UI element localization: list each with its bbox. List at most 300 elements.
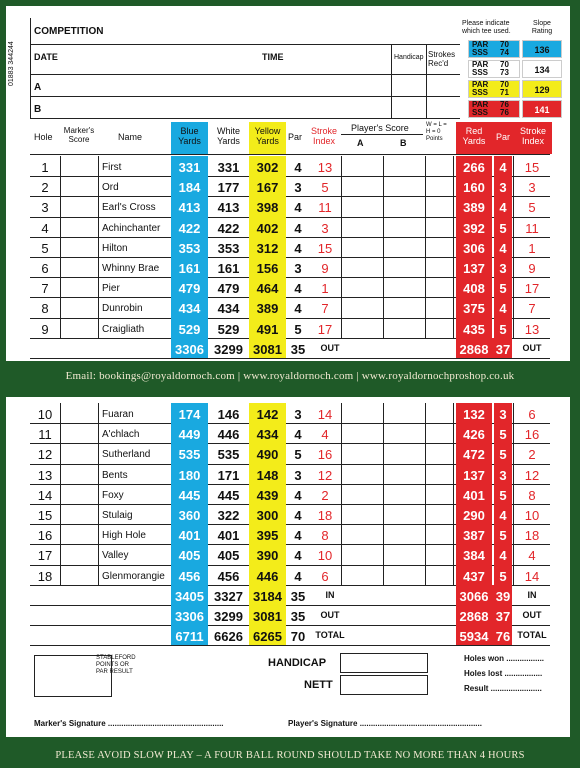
- red-stroke-index: 4: [528, 548, 536, 564]
- date-label: DATE: [34, 52, 58, 62]
- stroke-index: 8: [321, 528, 329, 544]
- hole-number: 3: [41, 200, 49, 216]
- hole-name: A'chlach: [102, 429, 140, 441]
- blue-yards: 401: [178, 528, 201, 544]
- red-stroke-index: 16: [524, 427, 540, 443]
- tee-sss-label: SSS: [472, 68, 489, 77]
- stroke-index: 15: [317, 240, 333, 256]
- tee-par-label: PAR: [472, 40, 489, 49]
- red-yards: 375: [463, 301, 485, 317]
- blue-total: 3306: [175, 341, 204, 357]
- col-stroke-index: Stroke Index: [310, 126, 337, 146]
- red-par: 5: [499, 321, 507, 337]
- tee-par: 70: [500, 80, 509, 89]
- score-a-cell[interactable]: [342, 156, 382, 176]
- white-yards: 401: [217, 528, 240, 544]
- col-hole: Hole: [34, 132, 53, 142]
- player-a-label: A: [34, 82, 42, 93]
- blue-total: 3306: [175, 609, 204, 624]
- tee-slope: 129: [522, 80, 562, 98]
- red-total-label: TOTAL: [517, 630, 547, 641]
- holes-won[interactable]: Holes won .................: [464, 654, 545, 663]
- col-red-stroke-index: Stroke Index: [519, 126, 546, 146]
- hole-number: 13: [37, 467, 53, 483]
- stroke-index: 18: [317, 508, 333, 523]
- white-yards: 422: [217, 220, 240, 236]
- blue-yards: 535: [178, 447, 201, 463]
- red-par-total: 39: [495, 588, 511, 604]
- red-par: 3: [499, 180, 507, 196]
- hole-number: 9: [41, 321, 49, 337]
- col-wlh-points: W = L = H = 0 Points: [426, 122, 447, 142]
- hole-number: 15: [37, 508, 53, 523]
- column-divider: [383, 403, 384, 585]
- red-stroke-index: 10: [524, 508, 540, 523]
- blue-yards: 184: [178, 180, 201, 196]
- hole-number: 12: [37, 447, 53, 463]
- tee-sss: 74: [500, 48, 509, 57]
- col-yellow-yards: Yellow Yards: [254, 126, 281, 146]
- red-yards: 401: [463, 487, 485, 503]
- hole-name: Hilton: [102, 242, 128, 254]
- hole-name: Fuaran: [102, 409, 134, 420]
- hole-name: High Hole: [102, 530, 146, 542]
- white-yards: 161: [217, 261, 240, 276]
- stroke-index: 14: [317, 407, 333, 422]
- red-stroke-index: 17: [524, 281, 540, 297]
- hole-number: 16: [37, 528, 53, 544]
- stroke-index: 3: [321, 220, 329, 236]
- stableford-label: STABLEFORD POINTS OR PAR RESULT: [96, 655, 136, 675]
- strokes-recd-label: Strokes Rec'd: [428, 50, 456, 68]
- nett-box[interactable]: [340, 675, 428, 695]
- red-par-total: 37: [495, 609, 511, 624]
- col-b: B: [400, 138, 407, 148]
- score-a-cell[interactable]: [342, 524, 382, 544]
- score-a-cell[interactable]: [342, 196, 382, 216]
- yellow-yards: 464: [256, 281, 279, 297]
- par: 4: [294, 427, 302, 443]
- red-stroke-index: 3: [528, 180, 536, 196]
- white-yards: 353: [217, 240, 240, 256]
- stroke-index: 9: [321, 261, 329, 276]
- col-a: A: [357, 138, 364, 148]
- red-yards: 435: [463, 321, 485, 337]
- col-par: Par: [288, 132, 303, 142]
- yellow-yards: 300: [256, 508, 279, 523]
- blue-yards: 174: [178, 407, 201, 422]
- par: 4: [294, 240, 302, 256]
- red-par: 5: [499, 281, 507, 297]
- white-yards: 434: [217, 301, 240, 317]
- par-total: 70: [290, 629, 306, 645]
- white-yards: 177: [217, 180, 240, 196]
- blue-yards: 360: [178, 508, 201, 523]
- col-blue-yards: Blue Yards: [178, 126, 201, 146]
- score-a-cell[interactable]: [342, 217, 382, 237]
- score-b-cell[interactable]: [384, 277, 424, 297]
- red-yards: 132: [463, 407, 485, 422]
- column-divider: [60, 156, 61, 338]
- red-par: 4: [499, 160, 507, 175]
- red-par: 4: [499, 548, 507, 564]
- tee-sss-label: SSS: [472, 88, 489, 97]
- player-b-label: B: [34, 104, 42, 115]
- par: 4: [294, 548, 302, 564]
- red-stroke-index: 13: [524, 321, 540, 337]
- par: 4: [294, 487, 302, 503]
- score-a-cell[interactable]: [342, 443, 382, 463]
- yellow-yards: 439: [256, 487, 279, 503]
- yellow-yards: 312: [256, 240, 279, 256]
- red-yards: 306: [463, 240, 485, 256]
- white-yards: 529: [217, 321, 240, 337]
- handicap-box[interactable]: [340, 653, 428, 673]
- col-marker-score: Marker's Score: [63, 126, 95, 144]
- red-par: 3: [499, 467, 507, 483]
- blue-yards: 479: [178, 281, 201, 297]
- par-total: 35: [290, 588, 306, 604]
- red-yards: 266: [463, 160, 485, 175]
- column-divider: [425, 156, 426, 338]
- col-name: Name: [118, 132, 143, 142]
- par-total: 35: [290, 609, 306, 624]
- hole-name: Stulaig: [102, 510, 133, 521]
- red-yards: 472: [463, 447, 485, 463]
- yellow-yards: 167: [256, 180, 279, 196]
- white-yards: 535: [217, 447, 240, 463]
- hole-number: 17: [37, 548, 53, 564]
- tee-par-label: PAR: [472, 80, 489, 89]
- column-divider: [98, 403, 99, 585]
- score-b-cell[interactable]: [384, 484, 424, 504]
- score-a-cell[interactable]: [342, 237, 382, 257]
- hole-number: 7: [41, 281, 49, 297]
- score-a-cell[interactable]: [342, 565, 382, 585]
- yellow-yards: 446: [256, 568, 279, 584]
- par: 3: [294, 407, 302, 422]
- hole-number: 14: [37, 487, 53, 503]
- contact-line: Email: bookings@royaldornoch.com | www.royaldornoch.com | www.royaldornochproshop.co.uk: [65, 370, 515, 382]
- blue-yards: 456: [178, 568, 201, 584]
- blue-yards: 449: [178, 427, 201, 443]
- score-a-cell[interactable]: [342, 176, 382, 196]
- score-b-cell[interactable]: [384, 217, 424, 237]
- blue-yards: 445: [178, 487, 201, 503]
- hole-name: Sutherland: [102, 449, 151, 461]
- red-stroke-index: 6: [528, 407, 536, 422]
- red-stroke-index: 12: [524, 467, 540, 483]
- yellow-yards: 142: [256, 407, 279, 422]
- hole-name: First: [102, 162, 122, 173]
- score-b-cell[interactable]: [384, 565, 424, 585]
- red-par: 5: [499, 487, 507, 503]
- column-divider: [513, 403, 514, 585]
- red-stroke-index: 8: [528, 487, 536, 503]
- score-b-cell[interactable]: [384, 237, 424, 257]
- tee-par-label: PAR: [472, 100, 489, 109]
- tee-sss-label: SSS: [472, 108, 489, 117]
- player-signature[interactable]: Player's Signature .......................................................: [288, 719, 482, 728]
- stroke-index: 6: [321, 568, 329, 584]
- white-total: 3327: [214, 588, 243, 604]
- par: 3: [294, 261, 302, 276]
- hole-number: 11: [38, 427, 52, 443]
- white-yards: 331: [217, 160, 240, 175]
- white-yards: 322: [217, 508, 240, 523]
- row-divider: [30, 645, 550, 646]
- yellow-total: 3081: [253, 341, 282, 357]
- red-stroke-index: 5: [528, 200, 536, 216]
- par: 4: [294, 281, 302, 297]
- handicap-label: Handicap: [394, 54, 424, 61]
- red-yards: 426: [463, 427, 485, 443]
- column-divider: [341, 403, 342, 585]
- time-label: TIME: [262, 52, 284, 62]
- score-b-cell[interactable]: [384, 156, 424, 176]
- score-a-cell[interactable]: [342, 277, 382, 297]
- tee-par: 76: [500, 100, 509, 109]
- hole-name: Valley: [102, 550, 129, 562]
- par: 4: [294, 301, 302, 317]
- score-b-cell[interactable]: [384, 403, 424, 423]
- red-par: 5: [499, 447, 507, 463]
- score-b-cell[interactable]: [384, 524, 424, 544]
- competition-label: COMPETITION: [34, 26, 104, 37]
- stroke-index: 1: [321, 281, 329, 297]
- red-total: 2868: [459, 341, 489, 357]
- score-b-cell[interactable]: [384, 423, 424, 443]
- red-yards: 437: [463, 568, 485, 584]
- red-stroke-index: 14: [524, 568, 540, 584]
- par: 5: [294, 447, 302, 463]
- hole-name: Pier: [102, 283, 120, 295]
- stroke-index: 12: [317, 467, 333, 483]
- red-par: 4: [499, 200, 507, 216]
- hole-name: Craigliath: [102, 323, 145, 335]
- col-white-yards: White Yards: [216, 126, 240, 146]
- red-yards: 408: [463, 281, 485, 297]
- column-divider: [453, 156, 454, 338]
- par: 4: [294, 508, 302, 523]
- tee-par: 70: [500, 60, 509, 69]
- scorecard-front: [6, 6, 570, 361]
- white-yards: 446: [217, 427, 240, 443]
- stroke-index: 16: [317, 447, 333, 463]
- stroke-index: 10: [317, 548, 333, 564]
- hole-name: Glenmorangie: [102, 570, 165, 582]
- yellow-yards: 148: [256, 467, 279, 483]
- white-yards: 146: [217, 407, 240, 422]
- blue-yards: 180: [178, 467, 201, 483]
- hole-number: 10: [37, 407, 53, 422]
- marker-signature[interactable]: Marker's Signature ....................................................: [34, 719, 224, 728]
- red-par: 5: [499, 568, 507, 584]
- red-stroke-index: 18: [524, 528, 540, 544]
- score-b-cell[interactable]: [384, 297, 424, 317]
- red-stroke-index: 11: [525, 220, 539, 236]
- red-total: 5934: [459, 629, 489, 645]
- par: 4: [294, 200, 302, 216]
- yellow-yards: 395: [256, 528, 279, 544]
- white-yards: 413: [217, 200, 240, 216]
- red-par: 5: [499, 427, 507, 443]
- yellow-yards: 434: [256, 427, 279, 443]
- total-label: OUT: [320, 610, 340, 620]
- stroke-index: 13: [317, 160, 333, 175]
- hole-name: Dunrobin: [102, 303, 143, 315]
- column-divider: [513, 156, 514, 338]
- score-b-cell[interactable]: [384, 504, 424, 524]
- stroke-index: 2: [321, 487, 329, 503]
- red-yards: 290: [463, 508, 485, 523]
- red-stroke-index: 9: [528, 261, 536, 276]
- stroke-index: 4: [321, 427, 329, 443]
- red-par-total: 37: [495, 341, 511, 357]
- red-yards: 137: [463, 467, 485, 483]
- tee-slope: 134: [522, 60, 562, 78]
- red-total: 3066: [459, 588, 489, 604]
- score-a-cell[interactable]: [342, 464, 382, 484]
- yellow-yards: 390: [256, 548, 279, 564]
- yellow-yards: 402: [256, 220, 279, 236]
- hole-name: Foxy: [102, 489, 124, 501]
- hole-name: Bents: [102, 469, 128, 481]
- score-a-cell[interactable]: [342, 484, 382, 504]
- nett-label: NETT: [304, 679, 333, 691]
- tee-note: Please indicate which tee used.: [462, 20, 511, 35]
- total-label: TOTAL: [315, 630, 345, 641]
- row-divider: [30, 358, 550, 359]
- hole-number: 4: [41, 220, 49, 236]
- yellow-yards: 156: [256, 261, 279, 276]
- hole-name: Achinchanter: [102, 222, 161, 234]
- tee-sss-label: SSS: [472, 48, 489, 57]
- yellow-yards: 491: [256, 321, 279, 337]
- par: 4: [294, 220, 302, 236]
- score-b-cell[interactable]: [384, 257, 424, 277]
- result[interactable]: Result .......................: [464, 684, 542, 693]
- hole-number: 18: [37, 568, 53, 584]
- scorecard-back: [6, 397, 570, 737]
- red-yards: 389: [463, 200, 485, 216]
- total-label: OUT: [320, 342, 340, 353]
- red-par: 4: [499, 240, 507, 256]
- tee-sss: 73: [500, 68, 509, 77]
- yellow-yards: 302: [256, 160, 279, 175]
- par: 4: [294, 160, 302, 175]
- blue-yards: 405: [178, 548, 201, 564]
- blue-yards: 434: [178, 301, 201, 317]
- stroke-index: 11: [318, 200, 332, 216]
- red-par-total: 76: [495, 629, 511, 645]
- blue-yards: 529: [178, 321, 201, 337]
- stroke-index: 5: [321, 180, 329, 196]
- red-yards: 160: [463, 180, 485, 196]
- score-a-cell[interactable]: [342, 403, 382, 423]
- red-par: 4: [499, 301, 507, 317]
- white-yards: 405: [217, 548, 240, 564]
- red-yards: 384: [463, 548, 485, 564]
- score-a-cell[interactable]: [342, 504, 382, 524]
- column-divider: [383, 156, 384, 338]
- white-yards: 456: [217, 568, 240, 584]
- yellow-yards: 490: [256, 447, 279, 463]
- stroke-index: 7: [321, 301, 329, 317]
- white-yards: 479: [217, 281, 240, 297]
- red-yards: 392: [463, 220, 485, 236]
- phone-number: 01883 344244: [8, 41, 15, 86]
- yellow-yards: 398: [256, 200, 279, 216]
- column-divider: [341, 156, 342, 338]
- score-a-cell[interactable]: [342, 257, 382, 277]
- white-yards: 445: [217, 487, 240, 503]
- blue-yards: 413: [178, 200, 201, 216]
- hole-number: 1: [41, 160, 49, 175]
- red-par: 4: [499, 508, 507, 523]
- red-stroke-index: 15: [524, 160, 540, 175]
- hole-name: Ord: [102, 182, 119, 194]
- score-b-cell[interactable]: [384, 544, 424, 564]
- red-yards: 137: [463, 261, 485, 276]
- column-divider: [453, 403, 454, 585]
- column-divider: [98, 156, 99, 338]
- tee-slope: 136: [522, 40, 562, 58]
- red-par: 3: [499, 407, 507, 422]
- red-yards: 387: [463, 528, 485, 544]
- tee-sss: 76: [500, 108, 509, 117]
- red-total-label: OUT: [522, 342, 542, 353]
- par: 3: [294, 467, 302, 483]
- score-b-cell[interactable]: [384, 318, 424, 338]
- red-par: 3: [499, 261, 507, 276]
- red-stroke-index: 7: [528, 301, 536, 317]
- hole-number: 5: [41, 240, 49, 256]
- blue-total: 6711: [175, 629, 204, 645]
- score-a-cell[interactable]: [342, 423, 382, 443]
- tee-sss: 71: [500, 88, 509, 97]
- red-total-label: OUT: [522, 610, 542, 620]
- handicap-footer-label: HANDICAP: [268, 657, 327, 669]
- stroke-index: 17: [317, 321, 333, 337]
- col-red-par: Par: [495, 132, 510, 142]
- yellow-total: 6265: [253, 629, 282, 645]
- par-total: 35: [290, 341, 306, 357]
- red-stroke-index: 2: [528, 447, 536, 463]
- score-b-cell[interactable]: [384, 176, 424, 196]
- score-a-cell[interactable]: [342, 297, 382, 317]
- column-divider: [425, 403, 426, 585]
- hole-number: 6: [41, 261, 49, 276]
- score-b-cell[interactable]: [384, 196, 424, 216]
- score-a-cell[interactable]: [342, 544, 382, 564]
- yellow-yards: 389: [256, 301, 279, 317]
- yellow-total: 3184: [253, 588, 282, 604]
- par: 5: [294, 321, 302, 337]
- par: 4: [294, 528, 302, 544]
- white-total: 6626: [214, 629, 243, 645]
- slow-play-notice: PLEASE AVOID SLOW PLAY – A FOUR BALL ROUND SHOULD TAKE NO MORE THAN 4 HOURS: [55, 750, 525, 761]
- holes-lost[interactable]: Holes lost .................: [464, 669, 543, 678]
- hole-number: 8: [41, 301, 49, 317]
- score-a-cell[interactable]: [342, 318, 382, 338]
- score-b-cell[interactable]: [384, 443, 424, 463]
- red-total-label: IN: [527, 589, 537, 600]
- white-yards: 171: [217, 467, 240, 483]
- yellow-total: 3081: [253, 609, 282, 624]
- column-divider: [60, 403, 61, 585]
- score-b-cell[interactable]: [384, 464, 424, 484]
